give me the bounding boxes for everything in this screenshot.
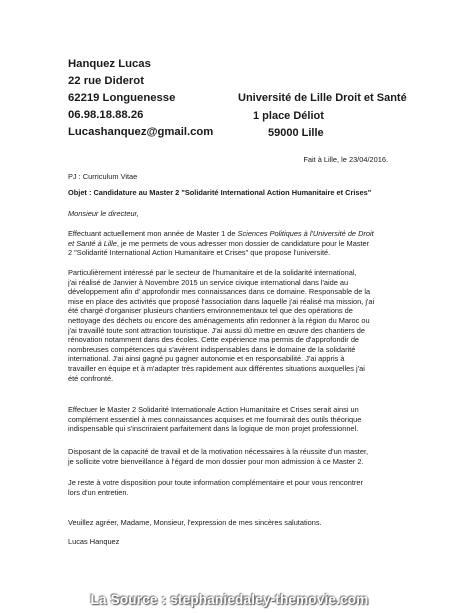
- recipient-city: 59000 Lille: [268, 127, 324, 139]
- intro-text-3: 2 "Solidarité International Action Humanitaire et Crises" que propose l'université.: [68, 248, 331, 258]
- sender-city: 62219 Longuenesse: [68, 92, 176, 104]
- intro-text-1: Effectuant actuellement mon année de Master 1 de: [68, 229, 238, 238]
- subject-line: Objet : Candidature au Master 2 "Solidarité International Action Humanitaire et Crises": [68, 188, 372, 197]
- salutation: Monsieur le directeur,: [68, 209, 139, 218]
- paragraph-line: j'ai travaillé toute sont attraction touristique. J'ai aussi dû mettre en œuvre des chantiers de: [68, 325, 365, 335]
- paragraph-line: Particulièrement intéressé par le secteur de l'humanitaire et de la solidarité international,: [68, 268, 357, 277]
- paragraph-line: indispensable qui s'inscriraient parfaitement dans la logique de mon projet professionnel.: [68, 424, 359, 434]
- intro-italic-2: et Santé à Lille: [68, 238, 117, 248]
- intro-italic-1: Sciences Politiques à l'Université de Droit: [237, 229, 374, 238]
- recipient-street: 1 place Déliot: [253, 109, 324, 122]
- attachment-line: PJ : Curriculum Vitae: [68, 172, 138, 181]
- sender-street: 22 rue Diderot: [68, 75, 144, 87]
- sender-email: Lucashanquez@gmail.com: [68, 126, 214, 138]
- sender-phone: 06.98.18.88.26: [68, 109, 144, 121]
- paragraph-line: j'ai réalisé de Janvier à Novembre 2015 un service civique international dans l'aide au: [68, 277, 349, 287]
- sender-name: Hanquez Lucas: [68, 58, 151, 70]
- intro-text-2: , je me permets de vous adresser mon dossier de candidature pour le Master: [116, 238, 370, 248]
- sender-block: [68, 56, 213, 141]
- paragraph-line: travailler en équipe et à m'adapter très rapidement aux différentes situations auxquelles j'ai: [68, 363, 365, 373]
- paragraph-line: international. J'ai ainsi gagné pu gagner autonomie et en responsabilité. J'ai appris à: [68, 354, 345, 364]
- paragraph-line: Disposant de la capacité de travail et de la motivation nécessaires à la réussite d'un master,: [68, 447, 369, 456]
- paragraph-line: mise en place des activités que proposé l'association dans laquelle j'ai réalisé ma mission, j'ai: [68, 296, 375, 306]
- source-watermark: [0, 586, 459, 613]
- closing-formula: Veuillez agréer, Madame, Monsieur, l'expression de mes sincères salutations.: [68, 518, 322, 527]
- paragraph-line: je sollicite votre bienveillance à l'égard de mon dossier pour mon admission à ce Master 2.: [68, 456, 364, 466]
- paragraph-line: été chargé d'organiser plusieurs chantiers environnementaux tel que des opérations de: [68, 306, 353, 316]
- recipient-name: Université de Lille Droit et Santé: [238, 92, 407, 104]
- paragraph-motivation: [68, 447, 398, 466]
- paragraph-experience: [68, 268, 398, 383]
- paragraph-line: Effectuer le Master 2 Solidarité Internationale Action Humanitaire et Crises serait ainsi un: [68, 405, 359, 414]
- paragraph-line: nettoyage des déchets ou encore des aménagements afin redonner à la région du Maroc ou: [68, 315, 370, 325]
- paragraph-line: Je reste à votre disposition pour toute information complémentaire et pour vous rencontrer: [68, 478, 363, 487]
- paragraph-line: complément essentiel à mes connaissances acquises et me fournirait des outils théorique: [68, 414, 362, 424]
- paragraph-line: nombreuses compétences qui s'avèrent indispensables dans le domaine de la solidarité: [68, 344, 356, 354]
- paragraph-line: été confronté.: [68, 373, 114, 383]
- signature: Lucas Hanquez: [68, 537, 120, 546]
- paragraph-master: [68, 405, 398, 434]
- paragraph-line: lors d'un entretien.: [68, 487, 129, 497]
- paragraph-availability: [68, 478, 398, 497]
- paragraph-line: rénovation notamment dans des écoles. Cette expérience ma permis de d'approfondir de: [68, 335, 360, 345]
- paragraph-intro: [68, 229, 398, 258]
- source-watermark-text: La Source : stephaniedaley-themovie.com: [90, 592, 369, 607]
- date-line: Fait à Lille, le 23/04/2016.: [303, 155, 388, 164]
- paragraph-line: développement afin d' approfondir mes connaissances dans ce domaine. Responsable de la: [68, 287, 371, 297]
